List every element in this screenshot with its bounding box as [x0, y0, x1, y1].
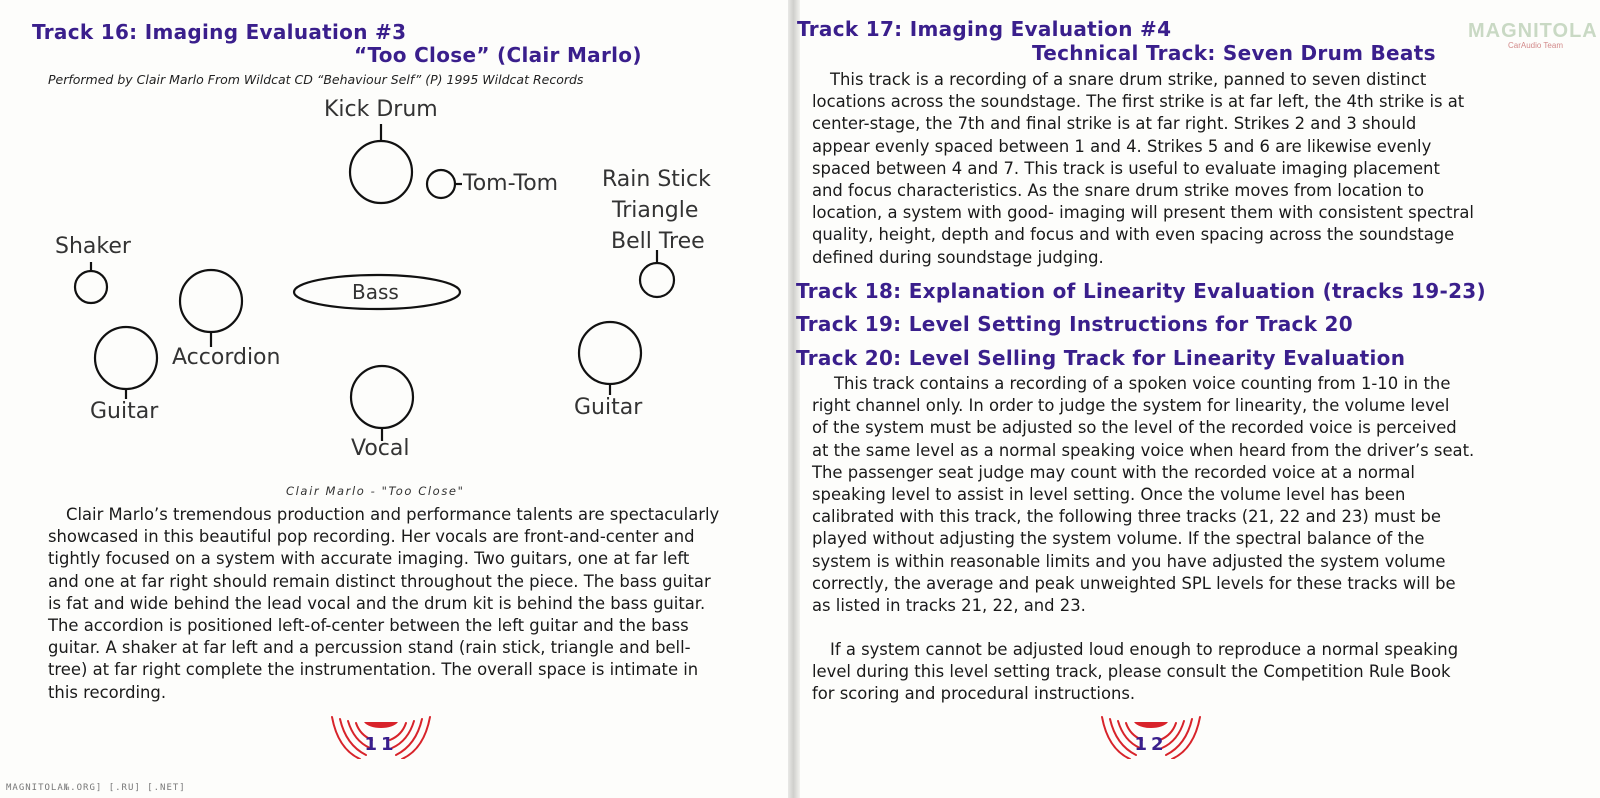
paragraph-line: locations across the soundstage. The first strike is at far left, the 4th strike is at — [812, 92, 1465, 112]
paragraph-line: This track contains a recording of a spoken voice counting from 1-10 in the — [834, 374, 1451, 393]
track17-title: Track 17: Imaging Evaluation #4 — [797, 17, 1172, 41]
paragraph-line: This track is a recording of a snare drum strike, panned to seven distinct — [830, 70, 1427, 89]
paragraph-line: Clair Marlo’s tremendous production and performance talents are spectacularly — [66, 505, 720, 524]
track20-title: Track 20: Level Selling Track for Linearity Evaluation — [796, 346, 1406, 370]
track19-title: Track 19: Level Setting Instructions for Track 20 — [796, 312, 1353, 336]
paragraph-line: spaced between 4 and 7. This track is useful to evaluate imaging placement — [812, 158, 1440, 178]
book-spine — [788, 0, 800, 798]
stage-diagram — [40, 95, 740, 475]
vocal-circle — [351, 366, 413, 428]
watermark-logo: MAGNITOLA — [1468, 20, 1598, 42]
track20-paragraph-2 — [812, 639, 1458, 706]
kick-drum-circle — [350, 141, 412, 203]
paragraph-line: tree) at far right complete the instrumentation. The overall space is intimate in — [48, 660, 699, 680]
paragraph-line: this recording. — [48, 682, 167, 702]
bell-tree-circle — [640, 263, 674, 297]
track18-title: Track 18: Explanation of Linearity Evaluation (tracks 19-23) — [796, 279, 1486, 303]
guitar-left-circle — [95, 327, 157, 389]
label-tom-tom: Tom-Tom — [463, 171, 559, 196]
track17-subtitle: Technical Track: Seven Drum Beats — [1032, 41, 1436, 65]
paragraph-line: If a system cannot be adjusted loud enough to reproduce a normal speaking — [830, 640, 1459, 659]
paragraph-line: The passenger seat judge may count with the recorded voice at a normal — [812, 462, 1415, 482]
diagram-caption: Clair Marlo - "Too Close" — [286, 484, 465, 498]
paragraph-line: center-stage, the 7th and final strike is at far right. Strikes 2 and 3 should — [812, 114, 1417, 134]
tom-tom-circle — [427, 170, 455, 198]
paragraph-line: at the same level as a normal speaking voice when heard from the driver’s seat. — [812, 440, 1475, 460]
paragraph-line: as listed in tracks 21, 22, and 23. — [812, 596, 1086, 616]
track16-subtitle: “Too Close” (Clair Marlo) — [354, 43, 642, 67]
shaker-circle — [75, 271, 107, 303]
label-bass: Bass — [352, 280, 399, 304]
paragraph-line: defined during soundstage judging. — [812, 247, 1104, 267]
paragraph-line: is fat and wide behind the lead vocal and the drum kit is behind the bass guitar. — [48, 593, 706, 613]
paragraph-line: correctly, the average and peak unweighted SPL levels for these tracks will be — [812, 573, 1456, 593]
paragraph-line: quality, height, depth and focus and with even spacing across the soundstage — [812, 225, 1455, 245]
track20-paragraph — [812, 373, 1474, 617]
paragraph-line: for scoring and procedural instructions. — [812, 684, 1136, 704]
track16-title: Track 16: Imaging Evaluation #3 — [32, 20, 407, 44]
watermark-footer: MAGNITOLA№.ORG] [.RU] [.NET] — [6, 783, 186, 793]
paragraph-line: system is within reasonable limits and you have adjusted the system volume — [812, 551, 1446, 571]
track17-paragraph — [812, 69, 1474, 269]
label-rain-stick: Rain Stick — [602, 167, 711, 192]
label-guitar-left: Guitar — [90, 399, 159, 424]
paragraph-line: speaking level to assist in level setting. Once the volume level has been — [812, 485, 1406, 505]
label-bell-tree: Bell Tree — [611, 229, 705, 254]
page-number-right — [1096, 713, 1206, 759]
paragraph-line: and one at far right should remain distinct throughout the piece. The bass guitar — [48, 571, 711, 591]
paragraph-line: and focus characteristics. As the snare drum strike moves from location to — [812, 181, 1424, 201]
accordion-circle — [180, 270, 242, 332]
paragraph-line: appear evenly spaced between 1 and 4. Strikes 5 and 6 are likewise evenly — [812, 136, 1432, 156]
paragraph-line: The accordion is positioned left-of-center between the left guitar and the bass — [48, 616, 689, 636]
paragraph-line: calibrated with this track, the following three tracks (21, 22 and 23) must be — [812, 507, 1442, 527]
guitar-right-circle — [579, 322, 641, 384]
label-kick-drum: Kick Drum — [324, 97, 438, 122]
paragraph-line: played without adjusting the system volume. If the spectral balance of the — [812, 529, 1425, 549]
label-guitar-right: Guitar — [574, 395, 643, 420]
paragraph-line: guitar. A shaker at far left and a percussion stand (rain stick, triangle and bell- — [48, 638, 691, 658]
paragraph-line: right channel only. In order to judge the system for linearity, the volume level — [812, 396, 1450, 416]
paragraph-line: level during this level setting track, please consult the Competition Rule Book — [812, 662, 1451, 682]
paragraph-line: tightly focused on a system with accurate imaging. Two guitars, one at far left — [48, 549, 690, 569]
paragraph-line: showcased in this beautiful pop recording. Her vocals are front-and-center and — [48, 527, 695, 547]
page-number-left — [326, 713, 436, 759]
label-accordion: Accordion — [172, 345, 281, 370]
track16-paragraph — [48, 504, 719, 704]
paragraph-line: of the system must be adjusted so the level of the recorded voice is perceived — [812, 418, 1457, 438]
watermark-logo-sub: CarAudio Team — [1508, 41, 1563, 50]
label-shaker: Shaker — [55, 234, 131, 259]
credit-line: Performed by Clair Marlo From Wildcat CD “Behaviour Self” (P) 1995 Wildcat Records — [48, 72, 584, 87]
label-triangle: Triangle — [612, 198, 699, 223]
page-number-11: 11 — [364, 734, 398, 755]
paragraph-line: location, a system with good- imaging will present them with consistent spectral — [812, 203, 1474, 223]
page-number-12: 12 — [1134, 734, 1168, 755]
label-vocal: Vocal — [351, 436, 410, 461]
